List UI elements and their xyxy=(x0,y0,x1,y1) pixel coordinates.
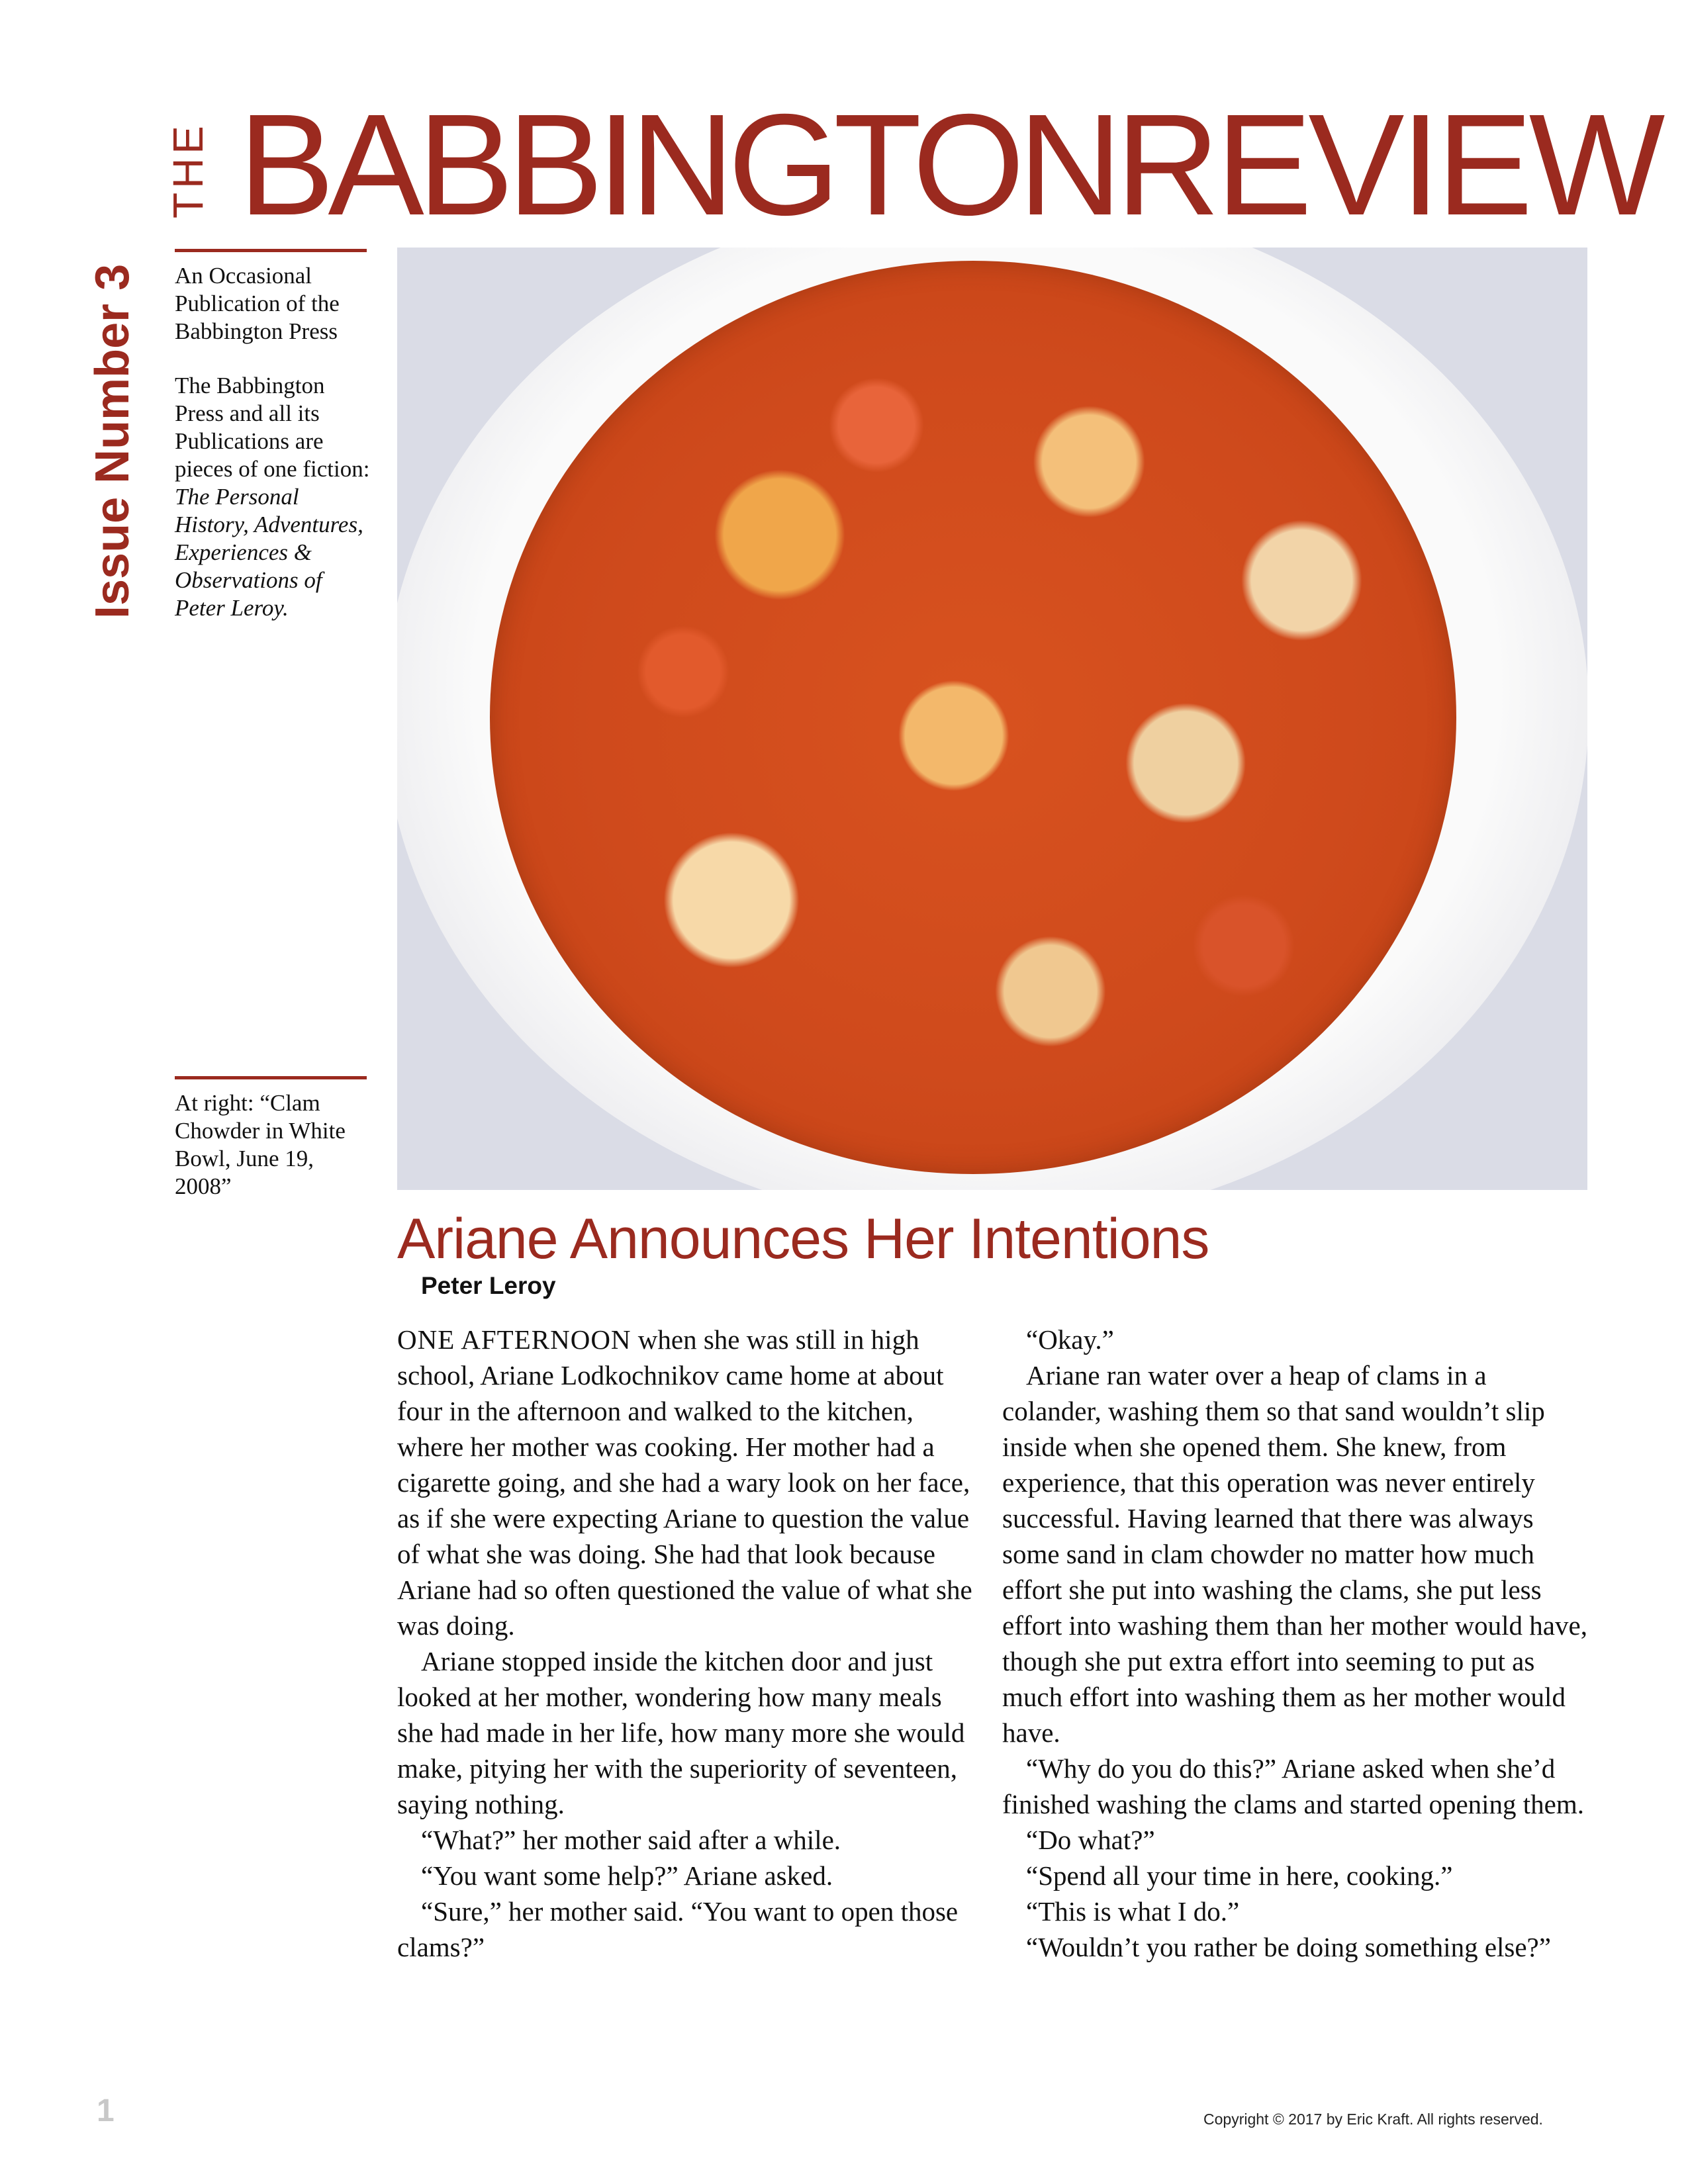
masthead-title xyxy=(238,85,1662,246)
article-paragraph: “Why do you do this?” Ariane asked when she’d finished washing the clams and started opening them. xyxy=(1002,1753,1585,1819)
article-paragraph: “Okay.” xyxy=(1026,1324,1114,1355)
article-paragraph: “Spend all your time in here, cooking.” xyxy=(1026,1860,1453,1891)
masthead-the: THE xyxy=(164,122,212,218)
sidebar-note-italic: The Personal History, Adventures, Experiences & Observations of Peter Leroy. xyxy=(175,484,363,621)
masthead-name-bold: BABBINGTON xyxy=(238,85,1116,246)
sidebar-rule-caption xyxy=(175,1076,367,1079)
issue-label: Issue Number 3 xyxy=(86,263,139,619)
article-paragraph xyxy=(397,1322,984,1643)
article-column-2 xyxy=(1002,1322,1591,1965)
sidebar-rule-top xyxy=(175,249,367,252)
article-paragraph: “What?” her mother said after a while. xyxy=(421,1825,841,1855)
article-paragraph: “Do what?” xyxy=(1026,1825,1155,1855)
page-number: 1 xyxy=(97,2093,115,2128)
soup xyxy=(490,261,1456,1174)
article-paragraph: “You want some help?” Ariane asked. xyxy=(421,1860,833,1891)
article-paragraph: Ariane ran water over a heap of clams in a colander, washing them so that sand wouldn’t slip inside when she opened them. She knew, from experience, that this operation was never entirely successful. Having learned that there was always some sand in clam chowder no matter how much effort she put into washing the clams, she put less effort into washing them than her mother would have, though she put extra effort into seeming to put as much effort into washing them as her mother would have. xyxy=(1002,1360,1587,1748)
sidebar-caption-block xyxy=(175,1089,373,1227)
masthead-name-light: REVIEW xyxy=(1115,85,1662,246)
sidebar-note xyxy=(175,372,373,622)
article-title: Ariane Announces Her Intentions xyxy=(397,1207,1209,1271)
article-column-1 xyxy=(397,1322,984,1965)
sidebar-tagline: An Occasional Publication of the Babbington Press xyxy=(175,263,340,344)
lead-text: when she was still in high school, Ariane Lodkochnikov came home at about four in the afternoon and walked to the kitchen, where her mother was cooking. Her mother had a cigarette going, and she had a wary look on her face, as if she were expecting Ariane to question the value of what she was doing. She had that look because Ariane had so often questioned the value of what she was doing. xyxy=(397,1324,972,1641)
chowder-photo xyxy=(397,248,1587,1190)
photo-caption: At right: “Clam Chowder in White Bowl, June 19, 2008” xyxy=(175,1090,346,1199)
article-byline: Peter Leroy xyxy=(421,1272,556,1299)
article-paragraph: “This is what I do.” xyxy=(1026,1896,1240,1927)
article-paragraph: “Sure,” her mother said. “You want to open those clams?” xyxy=(397,1896,959,1962)
sidebar-note-plain: The Babbington Press and all its Publications are pieces of one fiction: xyxy=(175,373,370,482)
article-paragraph: “Wouldn’t you rather be doing something else?” xyxy=(1026,1932,1551,1962)
lead-caps: ONE AFTERNOON xyxy=(397,1324,632,1355)
copyright-notice: Copyright © 2017 by Eric Kraft. All rights reserved. xyxy=(1203,2111,1543,2128)
article-paragraph: Ariane stopped inside the kitchen door and just looked at her mother, wondering how many meals she had made in her life, how many more she would make, pitying her with the superiority of seventeen, saying nothing. xyxy=(397,1646,965,1819)
sidebar-intro xyxy=(175,262,373,649)
